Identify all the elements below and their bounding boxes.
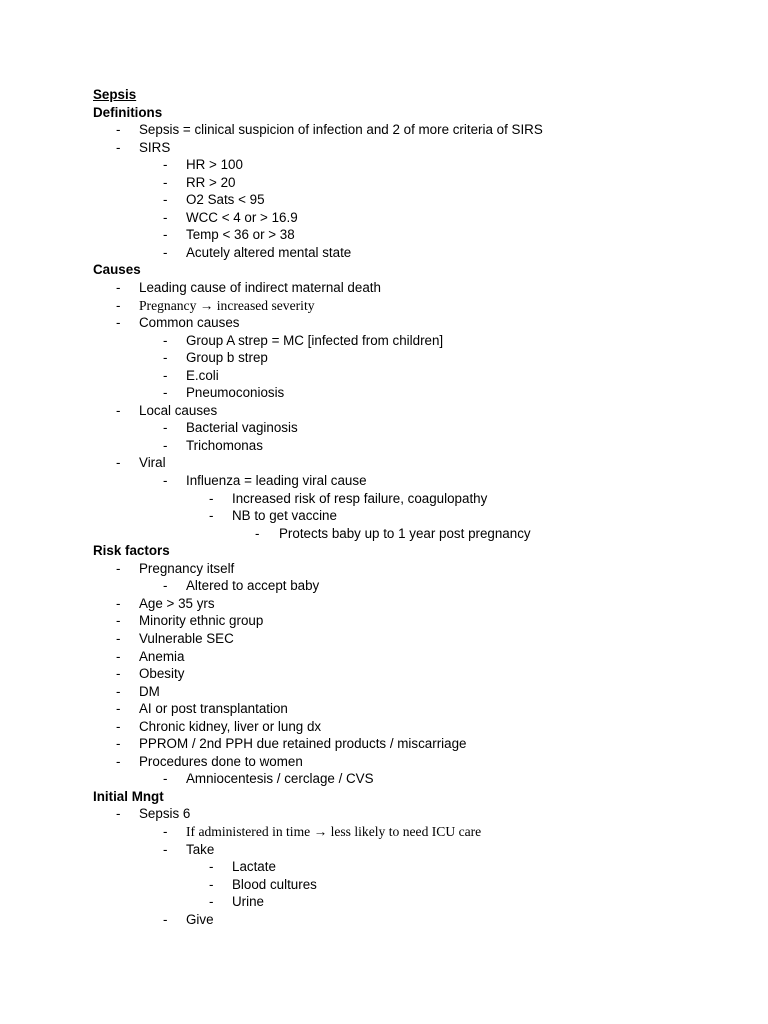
list-item bbox=[93, 876, 753, 894]
bullet-dash: - bbox=[163, 771, 168, 787]
causes-heading: Causes bbox=[93, 262, 141, 278]
bullet-dash: - bbox=[163, 209, 168, 225]
bullet-dash: - bbox=[116, 806, 121, 822]
list-item bbox=[93, 560, 753, 578]
list-item-text: Trichomonas bbox=[186, 437, 263, 453]
list-item-text: Minority ethnic group bbox=[139, 613, 264, 629]
list-item bbox=[93, 507, 753, 525]
list-item bbox=[93, 595, 753, 613]
list-item bbox=[93, 612, 753, 630]
bullet-dash: - bbox=[116, 315, 121, 331]
list-item-text: SIRS bbox=[139, 139, 171, 155]
list-item-text: Blood cultures bbox=[232, 876, 317, 892]
list-item bbox=[93, 683, 753, 701]
bullet-dash: - bbox=[116, 613, 121, 629]
bullet-dash: - bbox=[116, 122, 121, 138]
bullet-dash: - bbox=[116, 666, 121, 682]
bullet-dash: - bbox=[163, 244, 168, 260]
list-item-text: If administered in time → less likely to need ICU care bbox=[186, 823, 482, 839]
list-item bbox=[93, 437, 753, 455]
bullet-dash: - bbox=[209, 508, 214, 524]
list-item bbox=[93, 367, 753, 385]
list-item-text: WCC < 4 or > 16.9 bbox=[186, 209, 298, 225]
list-item bbox=[93, 735, 753, 753]
list-item-text: Protects baby up to 1 year post pregnancy bbox=[279, 525, 531, 541]
list-item bbox=[93, 700, 753, 718]
causes-heading-line bbox=[93, 261, 753, 279]
list-item-text: Urine bbox=[232, 894, 264, 910]
list-item-text: Group b strep bbox=[186, 350, 268, 366]
list-item-text: Give bbox=[186, 911, 214, 927]
list-item bbox=[93, 191, 753, 209]
bullet-dash: - bbox=[163, 841, 168, 857]
bullet-dash: - bbox=[163, 385, 168, 401]
bullet-dash: - bbox=[116, 736, 121, 752]
bullet-dash: - bbox=[116, 455, 121, 471]
bullet-dash: - bbox=[209, 490, 214, 506]
list-item bbox=[93, 314, 753, 332]
bullet-dash: - bbox=[116, 402, 121, 418]
list-item-text: Group A strep = MC [infected from children] bbox=[186, 332, 444, 348]
initial-mngt-heading: Initial Mngt bbox=[93, 788, 164, 804]
list-item bbox=[93, 349, 753, 367]
list-item-text: Temp < 36 or > 38 bbox=[186, 227, 295, 243]
list-item-text: Vulnerable SEC bbox=[139, 630, 234, 646]
list-item-text: NB to get vaccine bbox=[232, 508, 337, 524]
list-item-text: HR > 100 bbox=[186, 157, 243, 173]
list-item-text: Take bbox=[186, 841, 215, 857]
bullet-dash: - bbox=[209, 876, 214, 892]
list-item-text: Procedures done to women bbox=[139, 753, 303, 769]
bullet-dash: - bbox=[116, 630, 121, 646]
list-item bbox=[93, 665, 753, 683]
list-item-text: Acutely altered mental state bbox=[186, 244, 352, 260]
initial-mngt-heading-line bbox=[93, 788, 753, 806]
list-item bbox=[93, 490, 753, 508]
list-item bbox=[93, 209, 753, 227]
list-item bbox=[93, 174, 753, 192]
list-item bbox=[93, 454, 753, 472]
list-item bbox=[93, 244, 753, 262]
list-item-text: Altered to accept baby bbox=[186, 578, 320, 594]
list-item-text: Pregnancy → increased severity bbox=[139, 297, 315, 313]
bullet-dash: - bbox=[163, 192, 168, 208]
bullet-dash: - bbox=[163, 473, 168, 489]
bullet-dash: - bbox=[116, 683, 121, 699]
bullet-dash: - bbox=[116, 718, 121, 734]
list-item-text: Viral bbox=[139, 455, 166, 471]
list-item-text: O2 Sats < 95 bbox=[186, 192, 265, 208]
list-item-text: Sepsis = clinical suspicion of infection and 2 of more criteria of SIRS bbox=[139, 122, 543, 138]
list-item-text: Local causes bbox=[139, 402, 218, 418]
list-item bbox=[93, 858, 753, 876]
risk-factors-heading-line bbox=[93, 542, 753, 560]
list-item-text: AI or post transplantation bbox=[139, 701, 288, 717]
document-title: Sepsis bbox=[93, 87, 137, 102]
bullet-dash: - bbox=[163, 420, 168, 436]
bullet-dash: - bbox=[116, 753, 121, 769]
bullet-dash: - bbox=[163, 911, 168, 927]
list-item bbox=[93, 577, 753, 595]
bullet-dash: - bbox=[116, 560, 121, 576]
bullet-dash: - bbox=[116, 595, 121, 611]
list-item-text: Anemia bbox=[139, 648, 185, 664]
bullet-dash: - bbox=[209, 894, 214, 910]
list-item-text: Age > 35 yrs bbox=[139, 595, 215, 611]
bullet-dash: - bbox=[255, 525, 260, 541]
bullet-dash: - bbox=[163, 227, 168, 243]
list-item bbox=[93, 332, 753, 350]
risk-factors-heading: Risk factors bbox=[93, 543, 170, 559]
bullet-dash: - bbox=[116, 139, 121, 155]
bullet-dash: - bbox=[163, 823, 168, 839]
definitions-heading: Definitions bbox=[93, 104, 163, 120]
list-item-text: Bacterial vaginosis bbox=[186, 420, 298, 436]
list-item-text: Chronic kidney, liver or lung dx bbox=[139, 718, 322, 734]
list-item-text: Pneumoconiosis bbox=[186, 385, 285, 401]
bullet-dash: - bbox=[209, 859, 214, 875]
list-item-text: Sepsis 6 bbox=[139, 806, 191, 822]
bullet-dash: - bbox=[116, 297, 121, 313]
list-item bbox=[93, 911, 753, 929]
list-item-text: DM bbox=[139, 683, 160, 699]
list-item-text: Amniocentesis / cerclage / CVS bbox=[186, 771, 374, 787]
bullet-dash: - bbox=[163, 367, 168, 383]
document-page bbox=[93, 86, 753, 928]
bullet-dash: - bbox=[163, 350, 168, 366]
list-item bbox=[93, 297, 753, 315]
list-item bbox=[93, 630, 753, 648]
bullet-dash: - bbox=[163, 174, 168, 190]
bullet-dash: - bbox=[116, 280, 121, 296]
list-item bbox=[93, 139, 753, 157]
bullet-dash: - bbox=[116, 701, 121, 717]
bullet-dash: - bbox=[163, 578, 168, 594]
list-item-text: Increased risk of resp failure, coagulopathy bbox=[232, 490, 488, 506]
list-item-text: Common causes bbox=[139, 315, 240, 331]
list-item bbox=[93, 718, 753, 736]
list-item-text: PPROM / 2nd PPH due retained products / miscarriage bbox=[139, 736, 467, 752]
list-item-text: RR > 20 bbox=[186, 174, 236, 190]
document-title-line bbox=[93, 86, 753, 104]
list-item bbox=[93, 648, 753, 666]
bullet-dash: - bbox=[163, 332, 168, 348]
list-item-text: Pregnancy itself bbox=[139, 560, 235, 576]
list-item bbox=[93, 893, 753, 911]
list-item bbox=[93, 226, 753, 244]
list-item bbox=[93, 419, 753, 437]
bullet-dash: - bbox=[116, 648, 121, 664]
bullet-dash: - bbox=[163, 157, 168, 173]
list-item-text: E.coli bbox=[186, 367, 219, 383]
definitions-heading-line bbox=[93, 104, 753, 122]
list-item bbox=[93, 823, 753, 841]
list-item-text: Obesity bbox=[139, 666, 185, 682]
list-item-text: Influenza = leading viral cause bbox=[186, 473, 367, 489]
list-item-text: Lactate bbox=[232, 859, 276, 875]
list-item bbox=[93, 805, 753, 823]
list-item-text: Leading cause of indirect maternal death bbox=[139, 280, 381, 296]
list-item bbox=[93, 156, 753, 174]
list-item bbox=[93, 402, 753, 420]
list-item bbox=[93, 121, 753, 139]
list-item bbox=[93, 770, 753, 788]
list-item bbox=[93, 753, 753, 771]
list-item bbox=[93, 472, 753, 490]
list-item bbox=[93, 279, 753, 297]
bullet-dash: - bbox=[163, 437, 168, 453]
list-item bbox=[93, 384, 753, 402]
list-item bbox=[93, 525, 753, 543]
list-item bbox=[93, 841, 753, 859]
